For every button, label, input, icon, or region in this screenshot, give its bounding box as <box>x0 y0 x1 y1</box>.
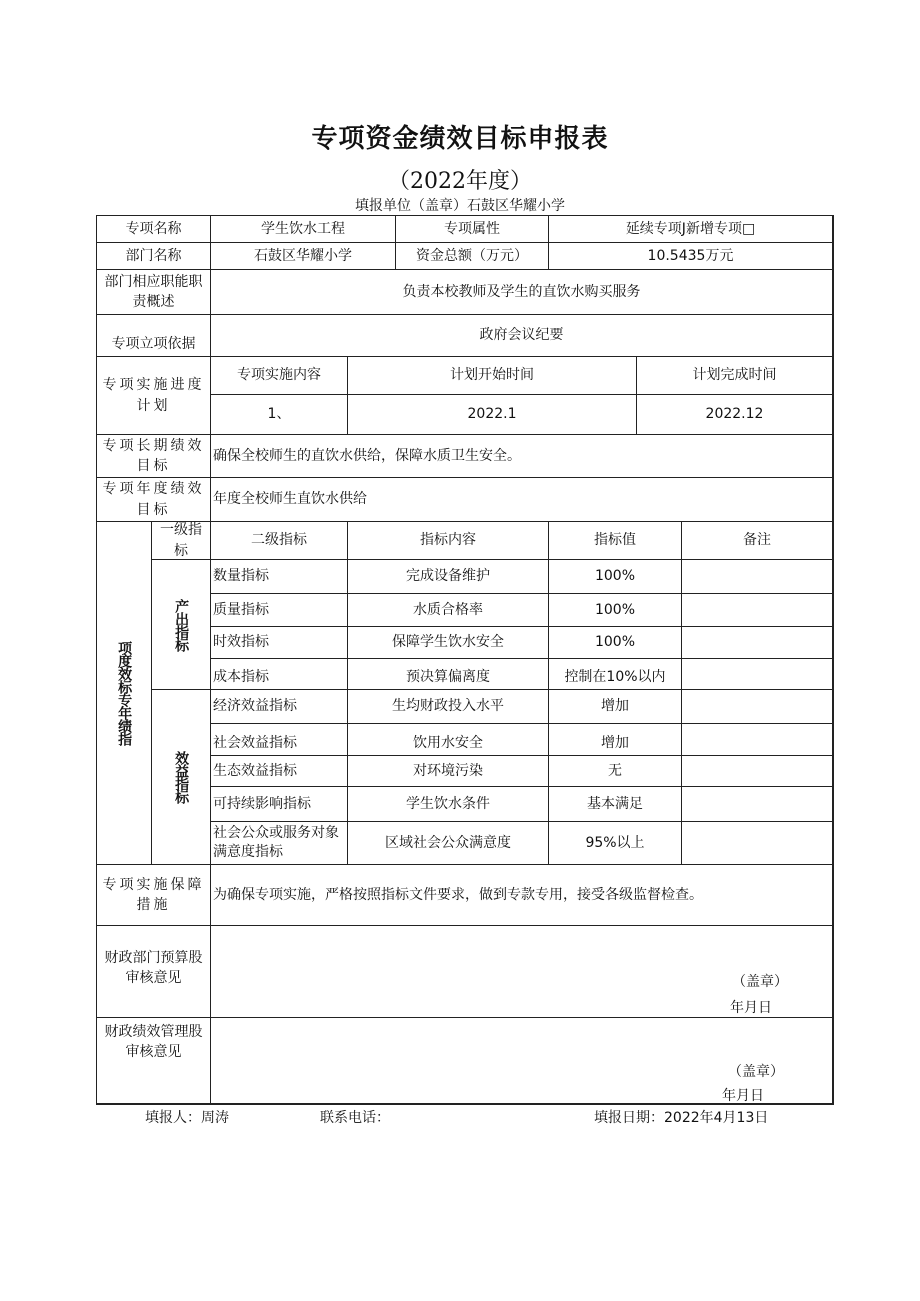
output-level2: 质量指标 <box>210 593 348 627</box>
form-title: 专项资金绩效目标申报表 <box>311 124 609 154</box>
perf-review-date: 年月日 <box>722 1088 764 1104</box>
output-value: 100% <box>548 559 682 594</box>
output-indicators-group <box>151 559 211 690</box>
indicators-side-text: 项度效标专年绩指 <box>116 641 133 745</box>
label-schedule: 专项实施进度计划 <box>96 356 211 435</box>
benefit-note <box>681 821 833 865</box>
label-year-target: 专项年度绩效目标 <box>96 477 211 522</box>
long-target-value: 确保全校师生的直饮水供给，保障水质卫生安全。 <box>210 434 833 478</box>
benefit-level2: 社会公众或服务对象满意度指标 <box>210 821 348 865</box>
benefit-indicators-group <box>151 689 211 865</box>
indicators-side-label <box>96 521 152 865</box>
budget-review-date: 年月日 <box>730 1000 772 1016</box>
project-attribute-value: 延续专项J新增专项□ <box>548 215 833 243</box>
benefit-indicators-label: 效益指标 <box>173 751 190 803</box>
footer-filler: 填报人：周涛 <box>145 1110 229 1126</box>
output-level2: 成本指标 <box>210 658 348 690</box>
schedule-col-end: 计划完成时间 <box>636 356 833 395</box>
benefit-note <box>681 755 833 787</box>
label-guarantee: 专项实施保障措施 <box>96 864 211 926</box>
output-content: 预决算偏离度 <box>347 658 549 690</box>
output-content: 水质合格率 <box>347 593 549 627</box>
output-level2: 时效指标 <box>210 626 348 659</box>
footer-date: 填报日期：2022年4月13日 <box>594 1110 769 1126</box>
benefit-note <box>681 723 833 756</box>
label-perf-review: 财政绩效管理股审核意见 <box>96 1017 211 1104</box>
guarantee-value: 为确保专项实施，严格按照指标文件要求，做到专款专用，接受各级监督检查。 <box>210 864 833 926</box>
year-target-value: 年度全校师生直饮水供给 <box>210 477 833 522</box>
output-value: 控制在10%以内 <box>548 658 682 690</box>
label-project-name: 专项名称 <box>96 215 211 243</box>
schedule-col-content: 专项实施内容 <box>210 356 348 395</box>
header-level2: 二级指标 <box>210 521 348 560</box>
output-value: 100% <box>548 593 682 627</box>
benefit-value: 增加 <box>548 723 682 756</box>
label-budget-review: 财政部门预算股审核意见 <box>96 925 211 1018</box>
basis-value: 政府会议纪要 <box>210 314 833 357</box>
benefit-note <box>681 689 833 724</box>
label-department: 部门名称 <box>96 242 211 270</box>
output-note <box>681 559 833 594</box>
output-note <box>681 593 833 627</box>
header-level1: 一级指标 <box>151 521 211 560</box>
fund-total-value: 10.5435万元 <box>548 242 833 270</box>
project-name-value: 学生饮水工程 <box>210 215 396 243</box>
benefit-note <box>681 786 833 822</box>
department-value: 石鼓区华耀小学 <box>210 242 396 270</box>
benefit-content: 生均财政投入水平 <box>347 689 549 724</box>
footer-phone: 联系电话： <box>320 1110 390 1126</box>
schedule-end: 2022.12 <box>636 394 833 435</box>
perf-review-stamp: （盖章） <box>728 1064 784 1080</box>
benefit-value: 基本满足 <box>548 786 682 822</box>
benefit-level2: 经济效益指标 <box>210 689 348 724</box>
benefit-value: 增加 <box>548 689 682 724</box>
label-project-attribute: 专项属性 <box>395 215 549 243</box>
label-fund-total: 资金总额（万元） <box>395 242 549 270</box>
output-value: 100% <box>548 626 682 659</box>
duty-value: 负责本校教师及学生的直饮水购买服务 <box>210 269 833 315</box>
output-level2: 数量指标 <box>210 559 348 594</box>
schedule-content: 1、 <box>210 394 348 435</box>
benefit-content: 学生饮水条件 <box>347 786 549 822</box>
reporting-unit: 填报单位（盖章）石鼓区华耀小学 <box>355 198 565 214</box>
form-year: （2022年度） <box>388 169 532 194</box>
benefit-level2: 生态效益指标 <box>210 755 348 787</box>
benefit-content: 对环境污染 <box>347 755 549 787</box>
label-long-target: 专项长期绩效目标 <box>96 434 211 478</box>
header-content: 指标内容 <box>347 521 549 560</box>
output-indicators-label: 产出指标 <box>173 598 190 651</box>
benefit-content: 区域社会公众满意度 <box>347 821 549 865</box>
output-note <box>681 626 833 659</box>
output-note <box>681 658 833 690</box>
schedule-col-start: 计划开始时间 <box>347 356 637 395</box>
schedule-start: 2022.1 <box>347 394 637 435</box>
benefit-value: 95%以上 <box>548 821 682 865</box>
budget-review-stamp: （盖章） <box>732 974 788 990</box>
benefit-value: 无 <box>548 755 682 787</box>
output-content: 完成设备维护 <box>347 559 549 594</box>
output-content: 保障学生饮水安全 <box>347 626 549 659</box>
label-duty: 部门相应职能职责概述 <box>96 269 211 315</box>
header-note: 备注 <box>681 521 833 560</box>
benefit-level2: 社会效益指标 <box>210 723 348 756</box>
header-value: 指标值 <box>548 521 682 560</box>
benefit-level2: 可持续影响指标 <box>210 786 348 822</box>
benefit-content: 饮用水安全 <box>347 723 549 756</box>
label-basis: 专项立项依据 <box>96 314 211 357</box>
